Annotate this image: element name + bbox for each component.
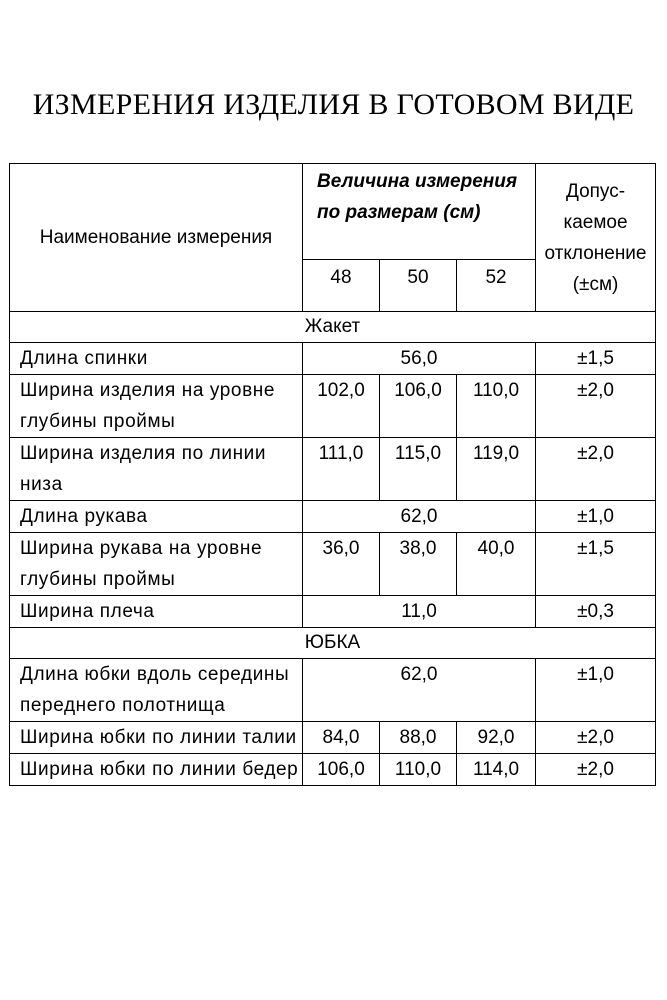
tolerance-value: ±0,3 (536, 596, 656, 628)
measurement-value: 38,0 (380, 533, 457, 596)
section-row (10, 312, 656, 343)
tolerance-value: ±2,0 (536, 754, 656, 786)
table-row (10, 343, 656, 375)
measurement-value: 110,0 (457, 375, 536, 438)
measurement-value: 114,0 (457, 754, 536, 786)
table-row (10, 754, 656, 786)
section-label: ЮБКА (10, 628, 656, 659)
measurement-name: Ширина плеча (10, 596, 303, 628)
table-row (10, 533, 656, 596)
size-50: 50 (380, 260, 457, 312)
measurements-table (9, 163, 656, 786)
measurement-value: 110,0 (380, 754, 457, 786)
measurement-value: 111,0 (303, 438, 380, 501)
measurement-name: Длина юбки вдоль середины переднего полотнища (10, 659, 303, 722)
measurement-value: 84,0 (303, 722, 380, 754)
table-row (10, 501, 656, 533)
size-48: 48 (303, 260, 380, 312)
measurement-value: 56,0 (303, 343, 536, 375)
tolerance-value: ±2,0 (536, 722, 656, 754)
measurement-value: 62,0 (303, 659, 536, 722)
tolerance-value: ±1,5 (536, 533, 656, 596)
measurement-name: Ширина изделия на уровне глубины проймы (10, 375, 303, 438)
measurement-value: 106,0 (303, 754, 380, 786)
tolerance-value: ±1,5 (536, 343, 656, 375)
table-row (10, 722, 656, 754)
measurement-value: 102,0 (303, 375, 380, 438)
measurement-value: 88,0 (380, 722, 457, 754)
tolerance-value: ±1,0 (536, 659, 656, 722)
measurement-name: Длина рукава (10, 501, 303, 533)
tolerance-value: ±1,0 (536, 501, 656, 533)
measurement-value: 106,0 (380, 375, 457, 438)
tolerance-value: ±2,0 (536, 438, 656, 501)
measurement-value: 62,0 (303, 501, 536, 533)
measurement-value: 119,0 (457, 438, 536, 501)
measurement-value: 36,0 (303, 533, 380, 596)
measurement-value: 11,0 (303, 596, 536, 628)
table-row (10, 375, 656, 438)
measurement-name: Длина спинки (10, 343, 303, 375)
size-52: 52 (457, 260, 536, 312)
header-tolerance: Допус-каемое отклонение (±см) (536, 164, 656, 312)
measurement-value: 40,0 (457, 533, 536, 596)
table-row (10, 659, 656, 722)
page-title: ИЗМЕРЕНИЯ ИЗДЕЛИЯ В ГОТОВОМ ВИДЕ (32, 88, 635, 121)
measurement-value: 115,0 (380, 438, 457, 501)
measurement-name: Ширина рукава на уровне глубины проймы (10, 533, 303, 596)
header-sizes: Величина измерения по размерам (см) (303, 164, 536, 260)
measurement-name: Ширина юбки по линии талии (10, 722, 303, 754)
section-label: Жакет (10, 312, 656, 343)
tolerance-value: ±2,0 (536, 375, 656, 438)
measurement-value: 92,0 (457, 722, 536, 754)
table-row (10, 438, 656, 501)
measurement-name: Ширина юбки по линии бедер (10, 754, 303, 786)
section-row (10, 628, 656, 659)
table-row (10, 596, 656, 628)
header-name: Наименование измерения (10, 164, 303, 312)
measurement-name: Ширина изделия по линии низа (10, 438, 303, 501)
